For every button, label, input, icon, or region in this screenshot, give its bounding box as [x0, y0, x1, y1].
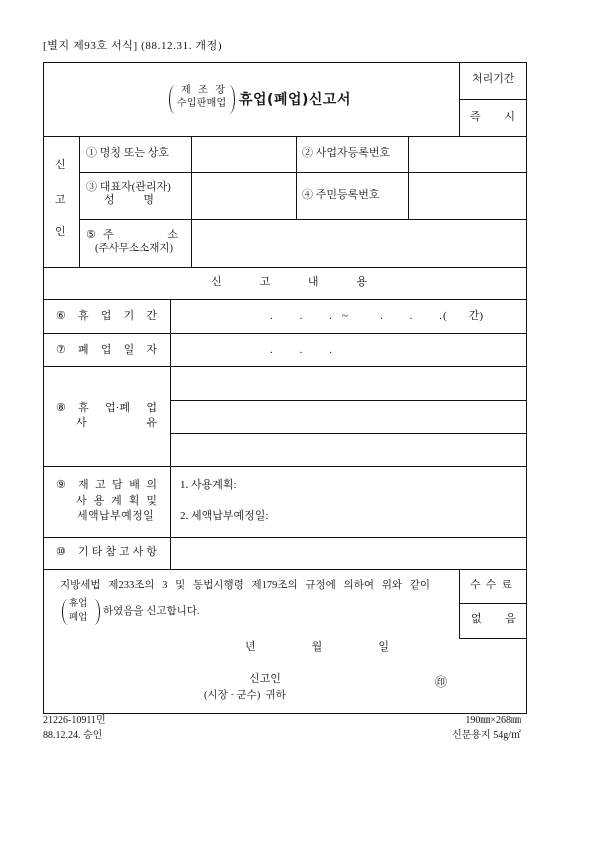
name-field	[192, 137, 296, 172]
rule-row-6-bottom	[43, 333, 527, 334]
closure-date-label: 폐 업 일 자	[78, 344, 157, 356]
reason-number: ⑧	[56, 402, 66, 414]
tobacco-stock-number: ⑨	[56, 479, 66, 491]
rule-processing-divider	[459, 99, 527, 100]
bracket-left	[169, 85, 175, 114]
reporter-section-label-2: 고	[55, 194, 66, 206]
representative-name-field	[192, 173, 296, 219]
fee-value: 없 음	[471, 613, 516, 625]
rule-row-8-bottom	[43, 466, 527, 467]
business-type-manufacturer: 제 조 장	[181, 85, 225, 96]
suspension-period-to: . . .	[380, 310, 442, 322]
other-notes-number: ⑩	[56, 546, 66, 558]
report-content-heading: 신 고 내 용	[211, 276, 367, 288]
tobacco-stock-label-line-3: 세액납부예정일	[77, 510, 155, 522]
form-code: 21226-10911민	[43, 715, 106, 726]
rule-reporter-bottom	[43, 267, 527, 268]
processing-period-value: 즉 시	[470, 111, 515, 123]
declaration-option-suspension: 휴업	[69, 599, 88, 609]
reason-field-line-2	[171, 401, 526, 433]
fee-label: 수 수 료	[470, 579, 512, 591]
resident-reg-no-label: ④ 주민등록번호	[302, 189, 380, 201]
declaration-statement: 지방세법 제233조의 3 및 동법시행령 제179조의 규정에 의하여 위와 같이	[60, 580, 430, 591]
suspension-period-separator: ~	[342, 310, 348, 322]
suspension-period-label: 휴 업 기 간	[78, 310, 157, 322]
reporter-section-label-3: 인	[55, 226, 66, 238]
reason-field-line-3	[171, 434, 526, 466]
business-reg-no-label: ② 사업자등록번호	[302, 147, 391, 159]
paper-type: 신문용지 54g/㎡	[452, 730, 521, 741]
other-notes-label: 기 타 참 고 사 항	[78, 546, 157, 558]
reason-label-line-2: 사 유	[76, 417, 157, 429]
rule-reporter-col-2	[296, 136, 297, 219]
processing-period-label: 처리기간	[472, 73, 515, 85]
reason-label: 휴 업·폐 업	[78, 402, 157, 414]
reporter-signature-label: 신고인	[249, 673, 281, 685]
rule-processing-left	[459, 62, 460, 136]
representative-label: ③ 대표자(관리자)	[86, 181, 171, 193]
suspension-period-from: . . .	[270, 310, 332, 322]
rule-fee-bottom	[459, 638, 527, 639]
rule-fee-left	[459, 569, 460, 638]
form-note: [별지 제93호 서식] (88.12.31. 개정)	[43, 40, 223, 52]
closure-date-number: ⑦	[56, 344, 66, 356]
address-field	[192, 220, 526, 267]
declaration-option-closure: 폐업	[69, 613, 88, 623]
address-label: 주 소	[103, 229, 178, 241]
addressee: (시장 · 군수) 귀하	[204, 690, 286, 701]
declaration-bracket-left	[62, 599, 68, 625]
address-number: ⑤	[86, 229, 96, 241]
address-sub-label: (주사무소소재지)	[95, 243, 173, 254]
rule-fee-divider	[459, 603, 527, 604]
declaration-date: 년 월 일	[245, 641, 389, 653]
closure-date-value: . . .	[270, 344, 332, 356]
suspension-period-duration: ( 간)	[443, 310, 483, 322]
declaration-statement-end: 하였음을 신고합니다.	[103, 606, 200, 617]
approval-date: 88.12.24. 승인	[43, 730, 103, 741]
tobacco-stock-label-line-2: 사 용 계 획 및	[76, 495, 157, 507]
name-label: ① 명칭 또는 상호	[86, 147, 170, 159]
resident-reg-no-field	[409, 173, 526, 219]
business-type-import-seller: 수입판매업	[177, 98, 227, 109]
rule-row-10-bottom	[43, 569, 527, 570]
paper-size: 190㎜×268㎜	[465, 715, 521, 726]
tax-payment-date-item: 2. 세액납부예정일:	[180, 510, 269, 522]
representative-name-label: 성 명	[104, 194, 154, 206]
suspension-period-number: ⑥	[56, 310, 66, 322]
rule-reporter-label-column	[79, 136, 80, 267]
seal-mark: ㊞	[435, 675, 448, 689]
form-title: 휴업(폐업)신고서	[239, 92, 351, 108]
reason-field-line-1	[171, 367, 526, 400]
rule-content-heading-bottom	[43, 299, 527, 300]
reporter-section-label-1: 신	[55, 159, 66, 171]
other-notes-field	[171, 538, 526, 569]
business-reg-no-field	[409, 137, 526, 172]
usage-plan-item: 1. 사용계획:	[180, 479, 237, 491]
tobacco-stock-label: 재 고 담 배 의	[78, 479, 157, 491]
